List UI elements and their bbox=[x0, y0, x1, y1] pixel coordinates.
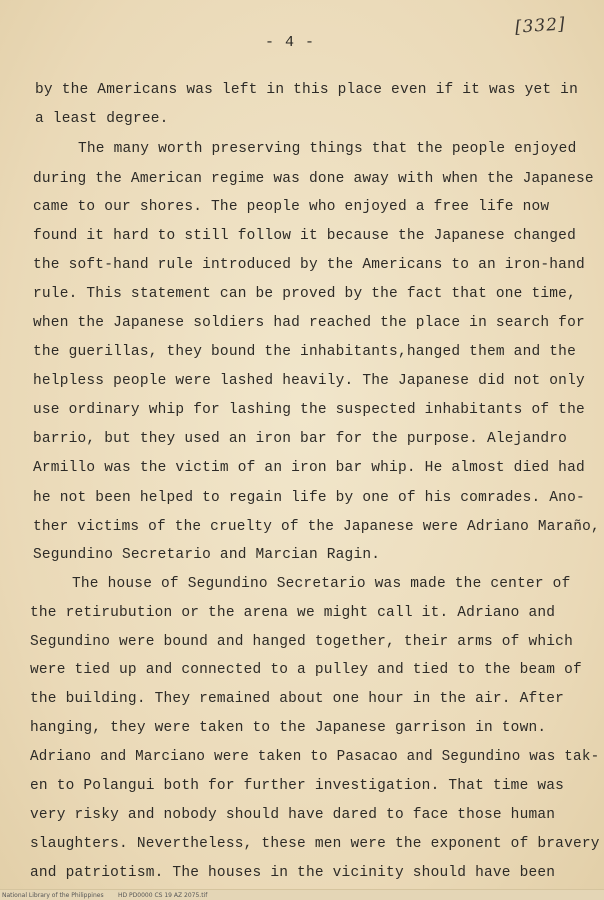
text-line: barrio, but they used an iron bar for the purpose. Alejandro bbox=[33, 431, 568, 447]
text-line: Armillo was the victim of an iron bar whip. He almost died had bbox=[33, 460, 585, 476]
text-line: rule. This statement can be proved by the fact that one time, bbox=[33, 286, 576, 302]
text-line: the guerillas, they bound the inhabitants,hanged them and the bbox=[33, 344, 576, 360]
text-line: ther victims of the cruelty of the Japanese were Adriano Maraño, bbox=[33, 519, 600, 535]
paragraph-start-line: The house of Segundino Secretario was made the center of bbox=[72, 576, 571, 592]
text-line: hanging, they were taken to the Japanese garrison in town. bbox=[30, 720, 547, 736]
text-line: use ordinary whip for lashing the suspected inhabitants of the bbox=[33, 402, 585, 418]
text-line: en to Polangui both for further investigation. That time was bbox=[30, 778, 565, 794]
text-line: during the American regime was done away with when the Japanese bbox=[33, 171, 594, 187]
text-line: Segundino were bound and hanged together, their arms of which bbox=[30, 634, 573, 650]
text-line: he not been helped to regain life by one of his comrades. Ano- bbox=[33, 490, 585, 506]
text-line: when the Japanese soldiers had reached the place in search for bbox=[33, 315, 585, 331]
archive-reference-number: [332] bbox=[514, 14, 567, 38]
text-line: very risky and nobody should have dared to face those human bbox=[30, 807, 556, 823]
text-line: a least degree. bbox=[35, 111, 169, 127]
text-line: the building. They remained about one hour in the air. After bbox=[30, 691, 565, 707]
text-line: by the Americans was left in this place even if it was yet in bbox=[35, 82, 578, 98]
text-line: Adriano and Marciano were taken to Pasacao and Segundino was tak- bbox=[30, 749, 600, 765]
text-line: and patriotism. The houses in the vicinity should have been bbox=[30, 865, 556, 881]
scan-footer-bar bbox=[0, 889, 604, 900]
footer-library-name: National Library of the Philippines bbox=[2, 892, 104, 899]
text-line: were tied up and connected to a pulley and tied to the beam of bbox=[30, 662, 582, 678]
text-line: found it hard to still follow it because the Japanese changed bbox=[33, 228, 576, 244]
text-line: the retirubution or the arena we might call it. Adriano and bbox=[30, 605, 556, 621]
text-line: the soft-hand rule introduced by the Americans to an iron-hand bbox=[33, 257, 585, 273]
text-line: helpless people were lashed heavily. The Japanese did not only bbox=[33, 373, 585, 389]
text-line: came to our shores. The people who enjoyed a free life now bbox=[33, 199, 550, 215]
page-number: - 4 - bbox=[264, 34, 315, 51]
text-line: slaughters. Nevertheless, these men were the exponent of bravery bbox=[30, 836, 600, 852]
footer-file-code: HD PD0000 CS 19 AZ 2075.tif bbox=[118, 892, 208, 899]
text-line: Segundino Secretario and Marcian Ragin. bbox=[33, 547, 381, 563]
paragraph-start-line: The many worth preserving things that the people enjoyed bbox=[78, 141, 577, 157]
